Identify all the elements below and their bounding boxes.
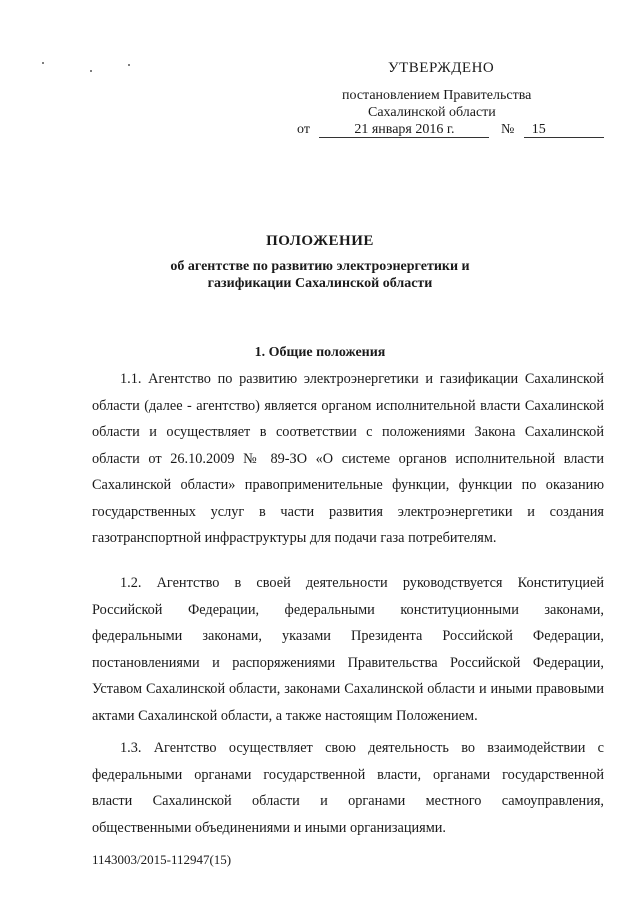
scan-speck — [128, 64, 130, 66]
approval-number: 15 — [524, 122, 604, 138]
paragraph-1-2 — [92, 570, 604, 729]
approval-line-1: постановлением Правительства — [342, 88, 532, 103]
document-code: 1143003/2015-112947(15) — [92, 852, 232, 867]
section-heading: 1. Общие положения — [254, 345, 386, 360]
approval-date: 21 января 2016 г. — [319, 122, 489, 138]
scan-speck — [90, 70, 92, 72]
document-subtitle-line-1: об агентстве по развитию электроэнергетики и — [170, 259, 470, 274]
document-title: ПОЛОЖЕНИЕ — [266, 233, 374, 249]
paragraph-1-1 — [92, 366, 604, 552]
paragraph-1-3-text: 1.3. Агентство осуществляет свою деятельность во взаимодействии с федеральными органами государственной власти, органами государственной власти Сахалинской области и органами местного самоуправления, общественными объединениями и иными организациями. — [92, 740, 604, 836]
approval-date-line — [297, 122, 604, 138]
scan-speck — [42, 62, 44, 64]
paragraph-1-3 — [92, 735, 604, 841]
paragraph-1-1-text: 1.1. Агентство по развитию электроэнергетики и газификации Сахалинской области (далее - агентство) является органом исполнительной власти Сахалинской области и осуществляет в соответствии с положениями Закона Сахалинской области от 26.10.2009 № 89-ЗО «О системе органов исполнительной власти Сахалинской области» правоприменительные функции, функции по оказанию государственных услуг в части развития электроэнергетики и создания газотранспортной инфраструктуры для подачи газа потребителям. — [92, 371, 604, 546]
paragraph-1-2-text: 1.2. Агентство в своей деятельности руководствуется Конституцией Российской Федерации, федеральными конституционными законами, федеральными законами, указами Президента Российской Федерации, постановлениями и распоряжениями Правительства Российской Федерации, Уставом Сахалинской области, законами Сахалинской области и иными правовыми актами Сахалинской области, а также настоящим Положением. — [92, 575, 604, 724]
approval-line-2: Сахалинской области — [368, 105, 496, 120]
number-label: № — [500, 122, 515, 137]
document-subtitle-line-2: газификации Сахалинской области — [207, 276, 433, 291]
approval-title: УТВЕРЖДЕНО — [388, 60, 495, 76]
from-label: от — [297, 122, 310, 137]
